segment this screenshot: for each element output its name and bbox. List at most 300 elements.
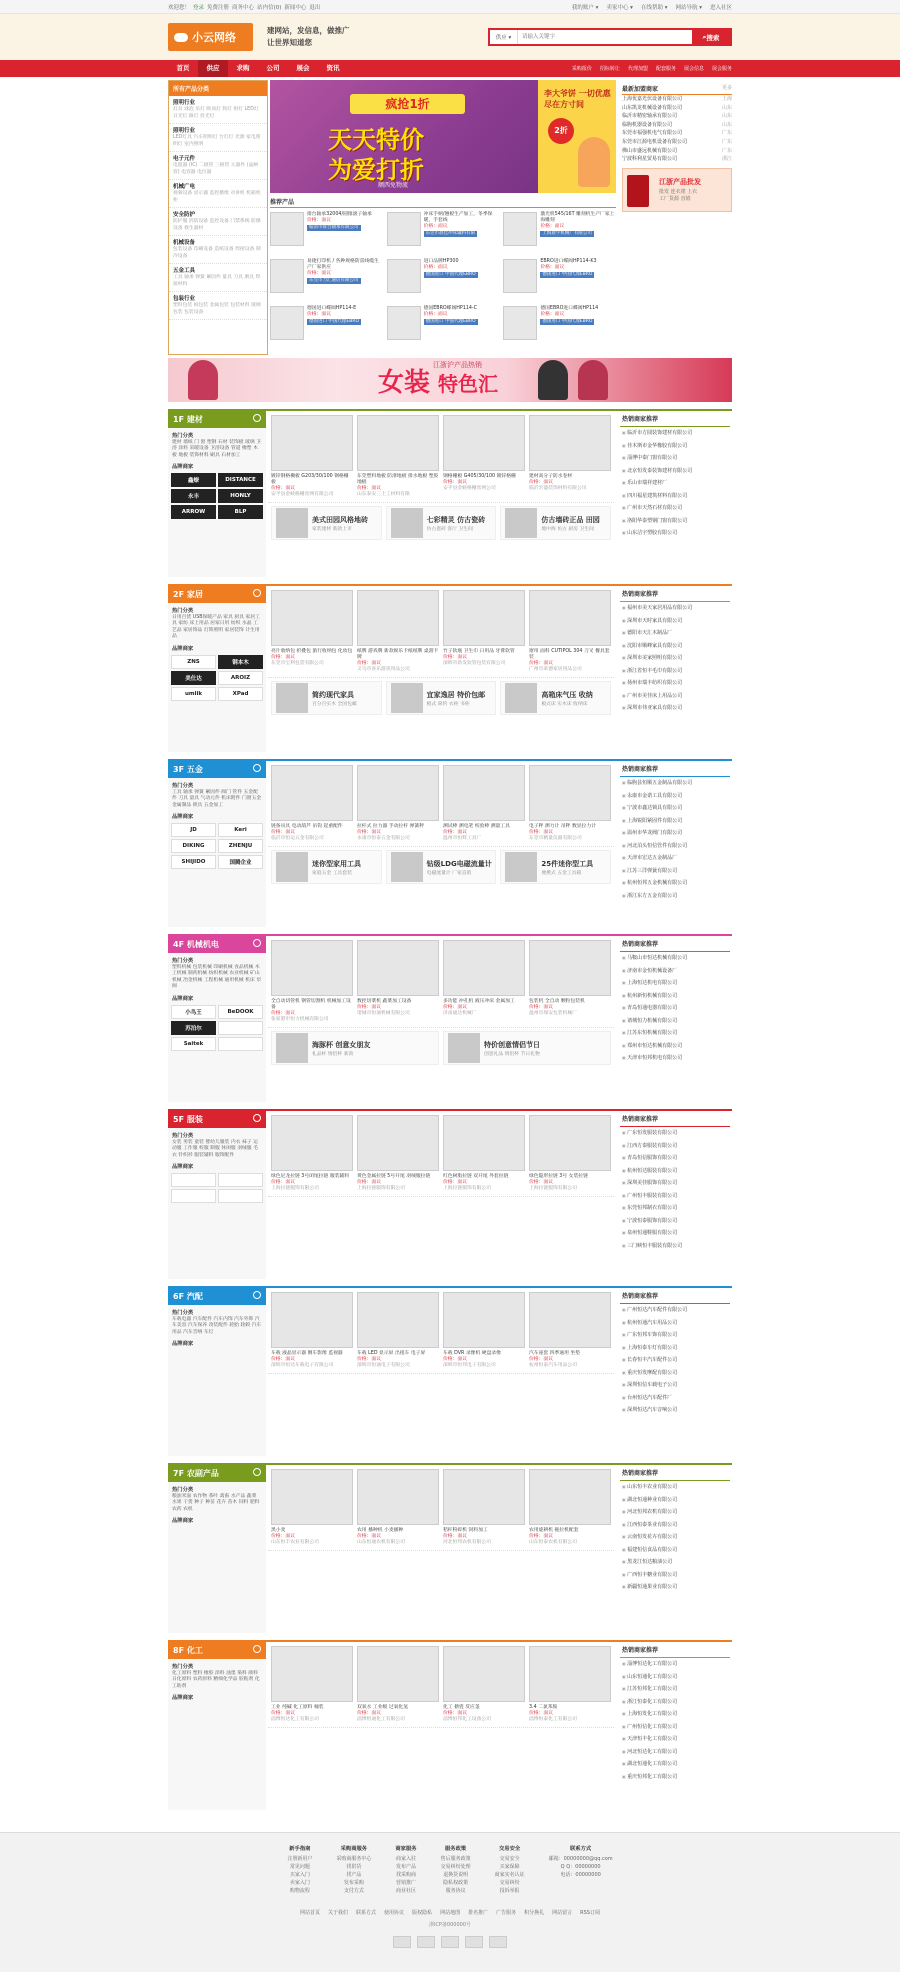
category-group[interactable] xyxy=(169,264,267,292)
product-image[interactable] xyxy=(443,1646,525,1702)
floor-ad[interactable] xyxy=(271,681,382,715)
brand-logo[interactable]: umlik xyxy=(171,687,216,701)
product-card[interactable] xyxy=(270,212,383,253)
product-company[interactable]: 上海晨宇机械厂有限公司 xyxy=(542,231,592,236)
product-name[interactable]: 数控切菜机 蔬菜加工设备 xyxy=(357,999,412,1004)
product-image[interactable] xyxy=(270,259,304,293)
seller-item[interactable]: ▣ 天津市恒邦机电有限公司 xyxy=(622,1052,730,1065)
product-name[interactable]: 多功能 冲孔机 液压冲床 金属加工 xyxy=(443,999,515,1004)
brand-logo[interactable]: 美仕达 xyxy=(171,671,216,685)
category-name[interactable]: 照明行业 xyxy=(173,100,196,106)
topbar-menu[interactable]: 在线帮助 ▾ xyxy=(640,5,668,11)
seller-item[interactable]: ▣ 杭州恒通汽车用品公司 xyxy=(622,1317,730,1330)
category-items[interactable]: 视频设备 显示器 监控摄像 对讲机 机箱机柜 xyxy=(173,191,261,203)
seller-item[interactable]: ▣ 深圳市天时家具有限公司 xyxy=(622,615,730,628)
bottom-link[interactable]: 积分换礼 xyxy=(524,1910,545,1916)
brand-logo[interactable]: 苏泊尔 xyxy=(171,1021,216,1035)
product-image[interactable] xyxy=(271,1469,353,1525)
product-name[interactable]: 包装机 全自动 颗粒包装机 xyxy=(529,999,585,1004)
product-company[interactable]: 济南通达机械厂 xyxy=(443,1011,477,1016)
product-image[interactable] xyxy=(443,415,525,471)
product-image[interactable] xyxy=(529,1292,611,1348)
product-company[interactable]: 广州市莱德家居用品公司 xyxy=(529,667,582,672)
product-card[interactable] xyxy=(387,259,500,300)
footer-link[interactable]: 采购商服务中心 xyxy=(336,1856,372,1862)
seller-item[interactable]: ▣ 长春恒丰汽车配件公司 xyxy=(622,1354,730,1367)
bottom-link[interactable]: 联系方式 xyxy=(356,1910,377,1916)
category-name[interactable]: 照明行业 xyxy=(173,128,196,134)
brand-logo[interactable] xyxy=(218,1173,263,1187)
product-card[interactable] xyxy=(357,765,439,842)
brand-logo[interactable]: 永丰 xyxy=(171,489,216,503)
nav-link[interactable]: 展会信息 xyxy=(683,66,704,72)
product-image[interactable] xyxy=(529,940,611,996)
product-name[interactable]: 红色树脂拉链 双开尾 外套拉链 xyxy=(443,1174,509,1179)
product-image[interactable] xyxy=(443,1115,525,1171)
company-name[interactable]: 东莞市江源电机设备有限公司 xyxy=(622,138,688,145)
product-card[interactable] xyxy=(271,940,353,1023)
seller-item[interactable]: ▣ 郑州市恒达机械有限公司 xyxy=(622,1040,730,1053)
product-name[interactable]: 镀锌钢格栅板 G203/30/100 钢格栅板 xyxy=(271,474,349,485)
floor-ad[interactable] xyxy=(271,506,382,540)
product-image[interactable] xyxy=(357,1646,439,1702)
floor-ad[interactable] xyxy=(443,1031,611,1065)
product-company[interactable]: 安平县金峡格栅丝网公司 xyxy=(443,486,496,491)
seller-item[interactable]: ▣ 临朐县恒顺五金制品有限公司 xyxy=(622,777,730,790)
product-image[interactable] xyxy=(357,765,439,821)
product-image[interactable] xyxy=(387,259,421,293)
brand-logo[interactable]: HONLY xyxy=(218,489,263,503)
product-image[interactable] xyxy=(529,590,611,646)
product-company[interactable]: 深圳市恒邦电子有限公司 xyxy=(443,1363,496,1368)
product-company[interactable]: 上海拉链服饰有限公司 xyxy=(443,1186,491,1191)
brand-logo[interactable]: ZNS xyxy=(171,655,216,669)
product-image[interactable] xyxy=(357,1115,439,1171)
brand-logo[interactable]: 钢本木 xyxy=(218,655,263,669)
product-company[interactable]: 临清市排台轴承有限公司 xyxy=(309,225,359,230)
product-card[interactable] xyxy=(529,415,611,498)
product-image[interactable] xyxy=(271,765,353,821)
product-name[interactable]: 测试棒 测电笔 校验棒 测量工具 xyxy=(443,824,510,829)
bottom-link[interactable]: 使用协议 xyxy=(384,1910,405,1916)
latest-item[interactable] xyxy=(622,112,732,121)
seller-item[interactable]: ▣ 杭州恒邦五金机械有限公司 xyxy=(622,877,730,890)
product-image[interactable] xyxy=(357,1469,439,1525)
seller-item[interactable]: ▣ 深圳市伟亚家具有限公司 xyxy=(622,702,730,715)
seller-item[interactable]: ▣ 台州恒达汽车配件厂 xyxy=(622,1392,730,1405)
seller-item[interactable]: ▣ 永康市金诺工具有限公司 xyxy=(622,790,730,803)
product-card[interactable] xyxy=(443,415,525,498)
product-card[interactable] xyxy=(443,1115,525,1192)
footer-link[interactable]: 商家实名认证 xyxy=(494,1872,525,1878)
hot-categories[interactable]: 工具 轴承 弹簧 紧固件 阀门 管件 五金配件 刀具 量具 气动元件 机床附件 门窗五金 金属制品 锁具 五金加工 xyxy=(172,790,262,808)
seller-item[interactable]: ▣ 广州恒达汽车配件有限公司 xyxy=(622,1304,730,1317)
product-card[interactable] xyxy=(443,940,525,1023)
product-company[interactable]: 东莞市精量仪器有限公司 xyxy=(529,836,582,841)
footer-link[interactable]: 注册新用户 xyxy=(287,1856,313,1862)
product-card[interactable] xyxy=(270,306,383,347)
footer-link[interactable]: 退换货说明 xyxy=(443,1872,469,1878)
seller-item[interactable]: ▣ 广州市天然石材有限公司 xyxy=(622,502,730,515)
product-name[interactable]: 激光机545/16T 雕刻机生产厂家上海雕刻 xyxy=(540,212,615,223)
hot-categories[interactable]: 建材 墙纸 门 窗 塑钢 石材 装饰板 玻璃 卫浴 涂料 采暖设备 卫浴设备 管道 橡塑 木板 地板 装饰材料 刷具 石材加工 xyxy=(172,440,261,458)
product-name[interactable]: 德国进口蝶阀HP114-E xyxy=(307,306,357,311)
seller-item[interactable]: ▣ 福建恒信食品有限公司 xyxy=(622,1544,730,1557)
product-card[interactable] xyxy=(529,940,611,1023)
product-image[interactable] xyxy=(387,212,421,246)
category-items[interactable]: 灯具 球泡 吊灯 吸顶灯 筒灯 射灯 LED灯 日光灯 路灯 投光灯 xyxy=(173,107,259,119)
footer-link[interactable]: Q Q：00000000 xyxy=(560,1864,601,1870)
seller-item[interactable]: ▣ 江西方泰服装有限公司 xyxy=(622,1140,730,1153)
product-company[interactable]: 淄博恒达化工有限公司 xyxy=(271,1717,319,1722)
product-card[interactable] xyxy=(357,940,439,1023)
brand-logo[interactable] xyxy=(218,1037,263,1051)
seller-item[interactable]: ▣ 宁波恒泰服饰有限公司 xyxy=(622,1215,730,1228)
product-image[interactable] xyxy=(529,1646,611,1702)
product-company[interactable]: 上海拉链服饰有限公司 xyxy=(271,1186,319,1191)
product-card[interactable] xyxy=(503,212,616,253)
product-name[interactable]: 竹子软瓶 卫生巾 日用品 牙膏软管 xyxy=(443,649,515,654)
wide-banner[interactable]: 女装 江浙沪产品热销 特色汇 xyxy=(168,358,732,402)
category-name[interactable]: 机械广电 xyxy=(173,184,196,190)
product-name[interactable]: 农用 播种机 小麦播种 xyxy=(357,1528,404,1533)
seller-item[interactable]: ▣ 江苏东恒机械有限公司 xyxy=(622,1027,730,1040)
product-image[interactable] xyxy=(529,1469,611,1525)
floor-header[interactable] xyxy=(168,761,266,778)
footer-link[interactable]: 找采购商 xyxy=(395,1872,416,1878)
bottom-link[interactable]: 排名推广 xyxy=(468,1910,489,1916)
hot-categories[interactable]: 女装 男装 童装 婴幼儿服装 内衣 袜子 运动服 工作服 校服 制服 休闲服 羽绒服 毛衣 针织衫 服装辅料 服饰配件 xyxy=(172,1140,258,1158)
hot-categories[interactable]: 粮油米面 农作物 茶叶 禽畜 水产品 蔬菜 水果 干货 种子 种苗 花卉 苗木 饲料 肥料 农药 农机 xyxy=(172,1494,260,1512)
footer-link[interactable]: 找供货 xyxy=(346,1864,362,1870)
product-name[interactable]: 黄色金属拉链 5号开尾 羽绒服拉链 xyxy=(357,1174,431,1179)
product-image[interactable] xyxy=(271,1292,353,1348)
product-name[interactable]: 车载 液晶显示器 倒车影像 监视器 xyxy=(271,1351,343,1356)
product-card[interactable] xyxy=(357,1469,439,1546)
category-items[interactable]: 塑料包装 纸包装 金属包装 包装材料 玻璃包装 包装设备 xyxy=(173,303,261,315)
latest-item[interactable] xyxy=(622,95,732,104)
brand-logo[interactable]: XPad xyxy=(218,687,263,701)
product-card[interactable] xyxy=(503,306,616,347)
nav-link[interactable]: 招标转让 xyxy=(599,66,620,72)
product-image[interactable] xyxy=(387,306,421,340)
product-card[interactable] xyxy=(443,765,525,842)
bottom-link[interactable]: 广告服务 xyxy=(496,1910,517,1916)
product-company[interactable]: 深圳市恒达车载电子有限公司 xyxy=(271,1363,334,1368)
product-company[interactable]: 山东恒丰农业有限公司 xyxy=(271,1540,319,1545)
category-items[interactable]: 电阻器 (IC) 二极管 三极管 元器件 (晶闸管) 电容器 电位器 xyxy=(173,163,259,175)
seller-item[interactable]: ▣ 深圳恒信车载电子公司 xyxy=(622,1379,730,1392)
product-name[interactable]: 化工 搪瓷 反应釜 xyxy=(443,1705,480,1710)
product-card[interactable] xyxy=(529,1469,611,1546)
product-name[interactable]: 窗帘 面料 CUTIPOL 304 刀叉 餐具套装 xyxy=(529,649,610,660)
product-card[interactable] xyxy=(271,590,353,673)
brand-logo[interactable] xyxy=(171,1189,216,1203)
footer-link[interactable]: 发布采购 xyxy=(343,1880,364,1886)
product-image[interactable] xyxy=(357,415,439,471)
product-card[interactable] xyxy=(443,1469,525,1546)
footer-link[interactable]: 营销推广 xyxy=(395,1880,416,1886)
seller-item[interactable]: ▣ 天津市宏达五金制品厂 xyxy=(622,852,730,865)
latest-item[interactable] xyxy=(622,155,732,164)
seller-item[interactable]: ▣ 北京恒发泰装饰建材有限公司 xyxy=(622,465,730,478)
product-company[interactable]: 河北恒邦农机有限公司 xyxy=(443,1540,491,1545)
seller-item[interactable]: ▣ 浙江省恒丰毛巾有限公司 xyxy=(622,665,730,678)
category-items[interactable]: LED灯具 汽车照明灯 台灯灯 光源 家电照明灯 室内照明 xyxy=(173,135,261,147)
product-image[interactable] xyxy=(503,212,537,246)
latest-item[interactable] xyxy=(622,104,732,113)
footer-link[interactable]: 找产品 xyxy=(346,1872,362,1878)
company-name[interactable]: 佛山市盛远机械有限公司 xyxy=(622,147,678,154)
product-image[interactable] xyxy=(443,765,525,821)
bottom-link[interactable]: RSS订阅 xyxy=(580,1910,600,1916)
seller-item[interactable]: ▣ 佳木斯市金华橡胶有限公司 xyxy=(622,440,730,453)
topbar-menu[interactable]: 我的账户 ▾ xyxy=(571,5,599,11)
product-card[interactable] xyxy=(357,1646,439,1723)
nav-item[interactable]: 首页 xyxy=(176,64,190,72)
company-name[interactable]: 东莞市福强机电气有限公司 xyxy=(622,130,683,137)
product-image[interactable] xyxy=(529,415,611,471)
product-card[interactable] xyxy=(271,1292,353,1369)
product-company[interactable]: 诸城市恒通机械有限公司 xyxy=(357,1011,410,1016)
product-image[interactable] xyxy=(270,212,304,246)
seller-item[interactable]: ▣ 重庆恒邦化工有限公司 xyxy=(622,1771,730,1784)
product-company[interactable]: 淄博恒通化工有限公司 xyxy=(357,1717,405,1722)
product-card[interactable] xyxy=(357,1292,439,1369)
brand-logo[interactable]: BeDOOK xyxy=(218,1005,263,1019)
product-name[interactable]: 纸牌 游戏牌 新款娱乐卡纸纸牌 桌游卡牌 xyxy=(357,649,439,660)
brand-logo[interactable]: 国腾企业 xyxy=(218,855,263,869)
product-card[interactable] xyxy=(271,765,353,842)
product-image[interactable] xyxy=(443,1469,525,1525)
product-image[interactable] xyxy=(271,1646,353,1702)
product-company[interactable]: 淄博恒泰化工有限公司 xyxy=(529,1717,577,1722)
product-image[interactable] xyxy=(271,1115,353,1171)
category-group[interactable] xyxy=(169,292,267,320)
seller-item[interactable]: ▣ 黑龙江恒达粮油公司 xyxy=(622,1556,730,1569)
seller-item[interactable]: ▣ 新疆恒通果业有限公司 xyxy=(622,1581,730,1594)
product-card[interactable] xyxy=(271,1469,353,1546)
seller-item[interactable]: ▣ 重庆恒发摩配有限公司 xyxy=(622,1367,730,1380)
brand-logo[interactable]: Saitek xyxy=(171,1037,216,1051)
hot-categories[interactable]: 日用百货 USB保暖产品 家具 厨具 家居工具 家纺 床上用品 居家日用 纺织 水晶 工艺品 家居饰品 灯饰照明 家居装饰 计生用品 xyxy=(172,615,260,640)
product-name[interactable]: 德国EBRO蝶阀HP114-C xyxy=(423,306,478,311)
product-company[interactable]: 张家港市恒力机械有限公司 xyxy=(271,1017,329,1022)
product-company[interactable]: 德国进口 中国代理EBRO xyxy=(309,319,360,324)
category-group[interactable] xyxy=(169,236,267,264)
latest-item[interactable] xyxy=(622,147,732,156)
product-card[interactable] xyxy=(387,306,500,347)
seller-item[interactable]: ▣ 广州恒丰服装有限公司 xyxy=(622,1190,730,1203)
product-card[interactable] xyxy=(529,1292,611,1369)
floor-header[interactable] xyxy=(168,1288,266,1305)
brand-logo[interactable]: ZHENJU xyxy=(218,839,263,853)
product-image[interactable] xyxy=(503,259,537,293)
category-name[interactable]: 五金工具 xyxy=(173,268,196,274)
product-image[interactable] xyxy=(270,306,304,340)
company-name[interactable]: 山东凯龙机械设备有限公司 xyxy=(622,104,683,111)
topbar-menu[interactable]: 卖家中心 ▾ xyxy=(606,5,633,11)
product-card[interactable] xyxy=(529,765,611,842)
brand-logo[interactable]: DIKING xyxy=(171,839,216,853)
hot-categories[interactable]: 车载电器 汽车配件 汽车内饰 汽车外饰 汽车美容 汽车保养 改装配件 轮胎 轮毂 汽车用品 汽车音响 车灯 xyxy=(172,1317,262,1335)
seller-item[interactable]: ▣ 河北恒邦农机有限公司 xyxy=(622,1506,730,1519)
search-input[interactable] xyxy=(518,30,692,44)
product-company[interactable]: 德国进口 中国代理EBRO xyxy=(542,319,593,324)
category-items[interactable]: 工具 轴承 弹簧 紧固件 量具 刀具 磨具 焊接材料 xyxy=(173,275,261,287)
seller-item[interactable]: ▣ 诸城恒力机械有限公司 xyxy=(622,1015,730,1028)
brand-logo[interactable]: BLP xyxy=(218,505,263,519)
seller-item[interactable]: ▣ 河北恒达化工有限公司 xyxy=(622,1746,730,1759)
seller-item[interactable]: ▣ 山东洁宇塑胶有限公司 xyxy=(622,527,730,540)
product-company[interactable]: 临沂市恒运五金有限公司 xyxy=(271,836,324,841)
latest-item[interactable] xyxy=(622,121,732,130)
product-company[interactable]: 杭州恒泰汽车用品公司 xyxy=(529,1363,577,1368)
product-name[interactable]: 双氧水 工业级 过氧化氢 xyxy=(357,1705,409,1710)
seller-item[interactable]: ▣ 宁波市鑫达锁具有限公司 xyxy=(622,802,730,815)
seller-item[interactable]: ▣ 江西恒泰茶业有限公司 xyxy=(622,1519,730,1532)
topbar-menu[interactable]: 网站导航 ▾ xyxy=(675,5,702,11)
product-company[interactable]: 淄博恒邦化工设备公司 xyxy=(443,1717,491,1722)
product-image[interactable] xyxy=(443,940,525,996)
seller-item[interactable]: ▣ 浙江恒泰化工有限公司 xyxy=(622,1696,730,1709)
product-name[interactable]: 冲床手柄/翘板生产加工，冬季保暖，手套线 xyxy=(423,212,493,223)
seller-item[interactable]: ▣ 沈阳市顺峰家具有限公司 xyxy=(622,640,730,653)
seller-item[interactable]: ▣ 上海恒发化工有限公司 xyxy=(622,1708,730,1721)
seller-item[interactable]: ▣ 扬州市瑞丰纺织有限公司 xyxy=(622,677,730,690)
category-group[interactable] xyxy=(169,180,267,208)
seller-item[interactable]: ▣ 乐山市瑞祥建材厂 xyxy=(622,477,730,490)
product-company[interactable]: 德国进口 中国代理EBRO xyxy=(425,272,476,277)
product-company[interactable]: 山东恒泰农机有限公司 xyxy=(529,1540,577,1545)
company-name[interactable]: 上海优嘉光伏设备有限公司 xyxy=(622,96,683,102)
seller-item[interactable]: ▣ 杭州恒达服装有限公司 xyxy=(622,1165,730,1178)
floor-header[interactable] xyxy=(168,1465,266,1482)
seller-item[interactable]: ▣ 山东恒通化工有限公司 xyxy=(622,1671,730,1684)
product-name[interactable]: 秸秆粉碎机 饲料加工 xyxy=(443,1528,488,1533)
floor-ad[interactable] xyxy=(271,850,382,884)
seller-item[interactable]: ▣ 湖北恒通化工有限公司 xyxy=(622,1758,730,1771)
product-company[interactable]: 上海拉链服饰有限公司 xyxy=(357,1186,405,1191)
floor-ad[interactable] xyxy=(500,681,611,715)
floor-header[interactable] xyxy=(168,411,266,428)
footer-link[interactable]: 电话：00000000 xyxy=(560,1872,601,1878)
nav-link[interactable]: 配套服务 xyxy=(655,66,676,72)
seller-item[interactable]: ▣ 深圳美佳服饰有限公司 xyxy=(622,1177,730,1190)
seller-item[interactable]: ▣ 青岛恒通电器有限公司 xyxy=(622,1002,730,1015)
floor-ad[interactable] xyxy=(500,506,611,540)
seller-item[interactable]: ▣ 深圳市美家照明有限公司 xyxy=(622,652,730,665)
category-group[interactable] xyxy=(169,208,267,236)
product-name[interactable]: 3.4 二氯苯胺 xyxy=(529,1705,558,1710)
product-name[interactable]: 链条吊具 电动葫芦 吊钩 起重配件 xyxy=(271,824,343,829)
seller-item[interactable]: ▣ 天津恒丰化工有限公司 xyxy=(622,1733,730,1746)
footer-link[interactable]: 售后服务政策 xyxy=(440,1856,471,1862)
product-image[interactable] xyxy=(271,415,353,471)
product-company[interactable]: 深圳市恒通电子有限公司 xyxy=(357,1363,410,1368)
seller-item[interactable]: ▣ 广东恒发服装有限公司 xyxy=(622,1127,730,1140)
product-name[interactable]: 车载 DVR 录像机 硬盘录像 xyxy=(443,1351,501,1356)
category-name[interactable]: 机械设备 xyxy=(173,240,196,246)
nav-item[interactable]: 资讯 xyxy=(326,64,340,72)
category-items[interactable]: 包装设备 印刷设备 造纸设备 焊接设备 制冷设备 xyxy=(173,247,261,259)
topbar-link[interactable]: 商务中心 xyxy=(232,5,255,11)
seller-item[interactable]: ▣ 福州市美天家居用品有限公司 xyxy=(622,602,730,615)
side-promo[interactable]: 李大爷饼 一切优惠尽在方寸间 2折 xyxy=(538,80,616,193)
brand-logo[interactable]: JD xyxy=(171,823,216,837)
brand-logo[interactable]: Keri xyxy=(218,823,263,837)
floor-header[interactable] xyxy=(168,586,266,603)
product-company[interactable]: 安平县金峡格栅丝网有限公司 xyxy=(271,492,334,497)
bottom-link[interactable]: 网站留言 xyxy=(552,1910,573,1916)
floor-header[interactable] xyxy=(168,1111,266,1128)
product-name[interactable]: 排台轴承32004/圆锥滚子轴承 xyxy=(307,212,372,217)
category-name[interactable]: 电子元件 xyxy=(173,156,196,162)
product-name[interactable]: 拉杆式 拉力器 手动拉杆 弹簧秤 xyxy=(357,824,424,829)
nav-link[interactable]: 采购报价 xyxy=(571,66,592,72)
bottom-link[interactable]: 网站地图 xyxy=(440,1910,461,1916)
product-card[interactable] xyxy=(529,1646,611,1723)
product-company[interactable]: 东莞市力汇通信有限公司 xyxy=(309,278,359,283)
product-name[interactable]: 车载 LED 显示屏 出租车 电子屏 xyxy=(357,1351,426,1356)
seller-item[interactable]: ▣ 淄博中泰门窗有限公司 xyxy=(622,452,730,465)
topbar-link[interactable]: 免费注册 xyxy=(207,5,230,11)
footer-link[interactable]: 交易安全 xyxy=(499,1856,520,1862)
footer-link[interactable]: 投诉举报 xyxy=(499,1888,520,1894)
seller-item[interactable]: ▣ 泉州恒通鞋服有限公司 xyxy=(622,1227,730,1240)
seller-item[interactable]: ▣ 云南恒发花卉有限公司 xyxy=(622,1531,730,1544)
bottom-link[interactable]: 关于我们 xyxy=(328,1910,349,1916)
product-name[interactable]: 电子秤 测力计 吊秤 数显拉力计 xyxy=(529,824,596,829)
product-name[interactable]: 黑小麦 xyxy=(271,1528,286,1533)
floor-ad[interactable] xyxy=(271,1031,439,1065)
category-group[interactable] xyxy=(169,152,267,180)
product-company[interactable]: 义乌市喜乐游戏用品公司 xyxy=(357,667,410,672)
product-name[interactable]: 钢格栅板 G405/30/100 镀锌格栅 xyxy=(443,474,516,479)
category-group[interactable] xyxy=(169,96,267,124)
footer-link[interactable]: 商家入驻 xyxy=(395,1856,416,1862)
seller-item[interactable]: ▣ 广西恒丰糖业有限公司 xyxy=(622,1569,730,1582)
promo-banner[interactable] xyxy=(270,80,616,193)
seller-item[interactable]: ▣ 江苏恒邦化工有限公司 xyxy=(622,1683,730,1696)
seller-item[interactable]: ▣ 青岛恒信服饰有限公司 xyxy=(622,1152,730,1165)
product-image[interactable] xyxy=(357,590,439,646)
seller-item[interactable]: ▣ 江苏三洋弹簧有限公司 xyxy=(622,865,730,878)
nav-item[interactable]: 求购 xyxy=(236,64,250,72)
floor-header[interactable] xyxy=(168,936,266,953)
product-company[interactable]: 德国进口 中国代理EBRO xyxy=(425,319,476,324)
search-type-select[interactable]: 供应 ▾ xyxy=(490,30,518,44)
seller-item[interactable]: ▣ 广州恒信化工有限公司 xyxy=(622,1721,730,1734)
product-card[interactable] xyxy=(271,1646,353,1723)
footer-link[interactable]: 卖家入门 xyxy=(289,1880,310,1886)
floor-ad[interactable] xyxy=(386,850,497,884)
seller-item[interactable]: ▣ 杭州新恒机械有限公司 xyxy=(622,990,730,1003)
product-company[interactable]: 上海拉链服饰有限公司 xyxy=(529,1186,577,1191)
product-card[interactable] xyxy=(271,415,353,498)
product-name[interactable]: 德国EBRO进口蝶阀HP114 xyxy=(540,306,599,311)
site-logo[interactable]: 小云网络 xyxy=(168,23,253,51)
seller-item[interactable]: ▣ 湖北恒通种业有限公司 xyxy=(622,1494,730,1507)
product-card[interactable] xyxy=(357,1115,439,1192)
company-name[interactable]: 宁波科利星贸易有限公司 xyxy=(622,156,678,163)
brand-logo[interactable] xyxy=(171,1173,216,1187)
bottom-link[interactable]: 版权隐私 xyxy=(412,1910,433,1916)
product-card[interactable] xyxy=(529,1115,611,1192)
product-company[interactable]: 山东恒通农机有限公司 xyxy=(357,1540,405,1545)
topbar-menu[interactable]: 进入社区 xyxy=(709,5,732,11)
footer-link[interactable]: 买家入门 xyxy=(289,1872,310,1878)
